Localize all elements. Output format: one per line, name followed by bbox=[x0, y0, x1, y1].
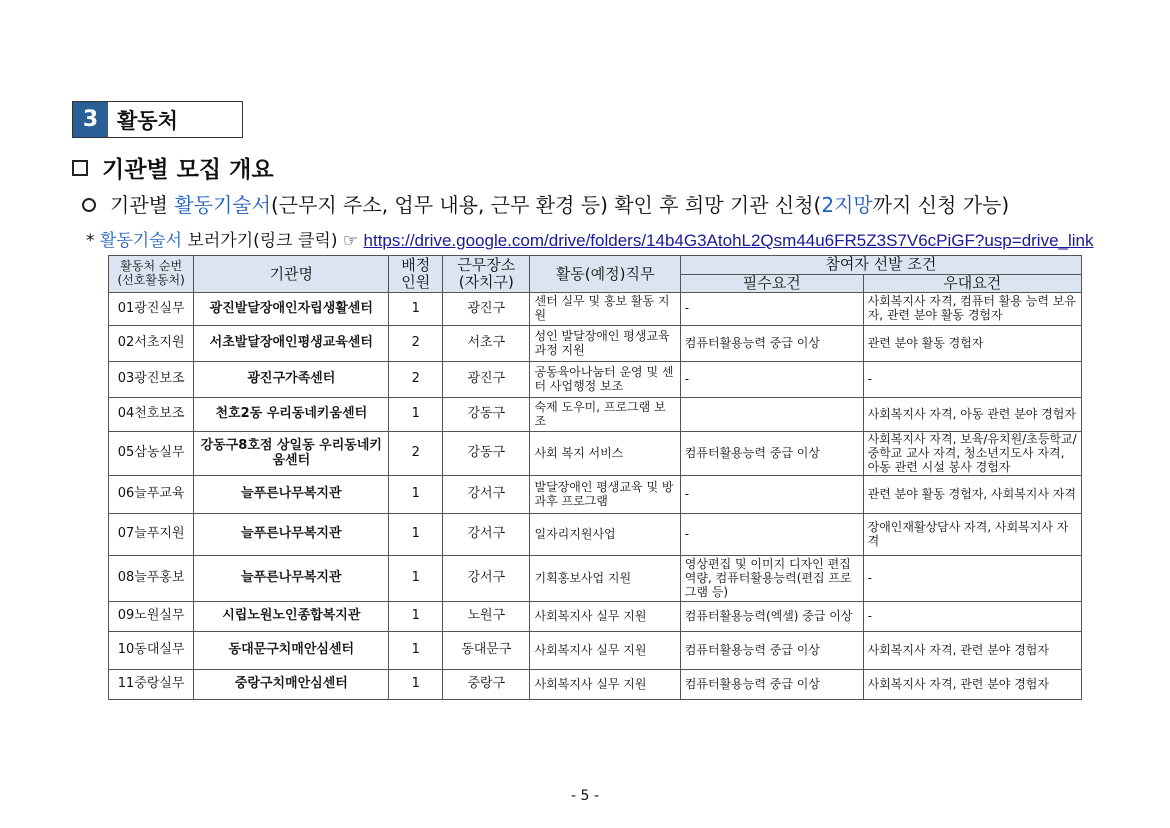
cell-org: 강동구8호점 상일동 우리동네키움센터 bbox=[194, 432, 389, 476]
header-count: 배정 인원 bbox=[389, 256, 443, 293]
header-org: 기관명 bbox=[194, 256, 389, 293]
cell-district: 광진구 bbox=[443, 293, 530, 326]
cell-code: 05삼농실무 bbox=[109, 432, 194, 476]
cell-required: - bbox=[680, 293, 863, 326]
table-row bbox=[109, 514, 1082, 556]
cell-district: 중랑구 bbox=[443, 670, 530, 700]
header-required: 필수요건 bbox=[680, 275, 863, 293]
cell-preferred: 사회복지사 자격, 보육/유치원/초등학교/중학교 교사 자격, 청소년지도사 자격, 아동 관련 시설 봉사 경험자 bbox=[863, 432, 1081, 476]
cell-required: 영상편집 및 이미지 디자인 편집역량, 컴퓨터활용능력(편집 프로그램 등) bbox=[680, 556, 863, 602]
cell-duty: 사회복지사 실무 지원 bbox=[530, 602, 680, 632]
cell-preferred: - bbox=[863, 602, 1081, 632]
cell-org: 늘푸른나무복지관 bbox=[194, 514, 389, 556]
cell-district: 강서구 bbox=[443, 476, 530, 514]
cell-preferred: 관련 분야 활동 경험자, 사회복지사 자격 bbox=[863, 476, 1081, 514]
cell-duty: 발달장애인 평생교육 및 방과후 프로그램 bbox=[530, 476, 680, 514]
cell-duty: 사회 복지 서비스 bbox=[530, 432, 680, 476]
header-duty: 활동(예정)직무 bbox=[530, 256, 680, 293]
bullet-line bbox=[82, 189, 1009, 218]
cell-duty: 사회복지사 실무 지원 bbox=[530, 632, 680, 670]
header-place: 근무장소 (자치구) bbox=[443, 256, 530, 293]
cell-required: 컴퓨터활용능력 중급 이상 bbox=[680, 670, 863, 700]
bullet-part2: (근무지 주소, 업무 내용, 근무 환경 등) 확인 후 희망 기관 신청( bbox=[270, 193, 822, 217]
cell-code: 02서초지원 bbox=[109, 326, 194, 362]
table-row bbox=[109, 632, 1082, 670]
cell-code: 08늘푸홍보 bbox=[109, 556, 194, 602]
cell-required: - bbox=[680, 362, 863, 398]
cell-required: - bbox=[680, 476, 863, 514]
bullet-part3: 까지 신청 가능) bbox=[872, 193, 1010, 217]
cell-count: 1 bbox=[389, 670, 443, 700]
cell-count: 1 bbox=[389, 514, 443, 556]
note-text: 보러가기(링크 클릭) ☞ bbox=[182, 231, 364, 251]
cell-org: 천호2동 우리동네키움센터 bbox=[194, 398, 389, 432]
note-highlight: 활동기술서 bbox=[99, 231, 183, 251]
cell-preferred: 사회복지사 자격, 관련 분야 경험자 bbox=[863, 670, 1081, 700]
cell-district: 강동구 bbox=[443, 398, 530, 432]
cell-required: 컴퓨터활용능력(엑셀) 중급 이상 bbox=[680, 602, 863, 632]
table-row bbox=[109, 432, 1082, 476]
heading bbox=[72, 151, 274, 184]
bullet-part1: 기관별 bbox=[110, 193, 175, 217]
cell-org: 광진구가족센터 bbox=[194, 362, 389, 398]
table-row bbox=[109, 398, 1082, 432]
cell-preferred: 사회복지사 자격, 아동 관련 분야 경험자 bbox=[863, 398, 1081, 432]
star-marker: * bbox=[86, 231, 95, 251]
cell-required: 컴퓨터활용능력 중급 이상 bbox=[680, 326, 863, 362]
cell-code: 06늘푸교육 bbox=[109, 476, 194, 514]
cell-org: 늘푸른나무복지관 bbox=[194, 476, 389, 514]
cell-required: 컴퓨터활용능력 중급 이상 bbox=[680, 432, 863, 476]
cell-org: 광진발달장애인자립생활센터 bbox=[194, 293, 389, 326]
cell-district: 광진구 bbox=[443, 362, 530, 398]
cell-code: 03광진보조 bbox=[109, 362, 194, 398]
cell-duty: 숙제 도우미, 프로그램 보조 bbox=[530, 398, 680, 432]
cell-duty: 센터 실무 및 홍보 활동 지원 bbox=[530, 293, 680, 326]
cell-org: 서초발달장애인평생교육센터 bbox=[194, 326, 389, 362]
cell-count: 1 bbox=[389, 556, 443, 602]
header-preferred: 우대요건 bbox=[863, 275, 1081, 293]
cell-code: 10동대실무 bbox=[109, 632, 194, 670]
cell-required: - bbox=[680, 514, 863, 556]
cell-org: 중랑구치매안심센터 bbox=[194, 670, 389, 700]
cell-code: 07늘푸지원 bbox=[109, 514, 194, 556]
cell-preferred: - bbox=[863, 362, 1081, 398]
cell-org: 시립노원노인종합복지관 bbox=[194, 602, 389, 632]
cell-preferred: - bbox=[863, 556, 1081, 602]
cell-count: 1 bbox=[389, 476, 443, 514]
table-row bbox=[109, 670, 1082, 700]
cell-count: 2 bbox=[389, 326, 443, 362]
cell-count: 1 bbox=[389, 398, 443, 432]
cell-duty: 사회복지사 실무 지원 bbox=[530, 670, 680, 700]
cell-district: 강동구 bbox=[443, 432, 530, 476]
cell-duty: 성인 발달장애인 평생교육 과정 지원 bbox=[530, 326, 680, 362]
drive-link[interactable]: https://drive.google.com/drive/folders/14b4G3AtohL2Qsm44u6FR5Z3S7V6cPiGF?usp=drive_link bbox=[363, 231, 1094, 250]
cell-duty: 공동육아나눔터 운영 및 센터 사업행정 보조 bbox=[530, 362, 680, 398]
header-order: 활동처 순번 (선호활동처) bbox=[109, 256, 194, 293]
cell-district: 강서구 bbox=[443, 556, 530, 602]
section-title: 활동처 bbox=[117, 108, 178, 133]
page-number: - 5 - bbox=[571, 788, 599, 804]
table-row bbox=[109, 602, 1082, 632]
cell-duty: 기획홍보사업 지원 bbox=[530, 556, 680, 602]
table-row bbox=[109, 476, 1082, 514]
cell-code: 01광진실무 bbox=[109, 293, 194, 326]
recruitment-table bbox=[108, 255, 1082, 700]
cell-preferred: 관련 분야 활동 경험자 bbox=[863, 326, 1081, 362]
cell-count: 2 bbox=[389, 362, 443, 398]
section-header bbox=[72, 101, 243, 138]
header-criteria: 참여자 선발 조건 bbox=[680, 256, 1081, 275]
cell-count: 1 bbox=[389, 293, 443, 326]
note-line bbox=[86, 226, 1094, 251]
cell-district: 동대문구 bbox=[443, 632, 530, 670]
table-row bbox=[109, 293, 1082, 326]
heading-text: 기관별 모집 개요 bbox=[102, 157, 274, 183]
section-number: 3 bbox=[73, 102, 108, 137]
cell-duty: 일자리지원사업 bbox=[530, 514, 680, 556]
cell-preferred: 장애인재활상담사 자격, 사회복지사 자격 bbox=[863, 514, 1081, 556]
cell-org: 늘푸른나무복지관 bbox=[194, 556, 389, 602]
cell-required: 컴퓨터활용능력 중급 이상 bbox=[680, 632, 863, 670]
cell-preferred: 사회복지사 자격, 컴퓨터 활용 능력 보유자, 관련 분야 활동 경험자 bbox=[863, 293, 1081, 326]
cell-count: 1 bbox=[389, 632, 443, 670]
cell-district: 노원구 bbox=[443, 602, 530, 632]
cell-count: 2 bbox=[389, 432, 443, 476]
bullet-highlight2: 2지망 bbox=[821, 193, 873, 217]
cell-code: 09노원실무 bbox=[109, 602, 194, 632]
square-bullet-icon bbox=[72, 160, 88, 176]
table-row bbox=[109, 326, 1082, 362]
table-row bbox=[109, 556, 1082, 602]
cell-count: 1 bbox=[389, 602, 443, 632]
circle-bullet-icon bbox=[82, 198, 96, 212]
table-row bbox=[109, 362, 1082, 398]
cell-required bbox=[680, 398, 863, 432]
cell-code: 11중랑실무 bbox=[109, 670, 194, 700]
cell-district: 강서구 bbox=[443, 514, 530, 556]
cell-org: 동대문구치매안심센터 bbox=[194, 632, 389, 670]
cell-district: 서초구 bbox=[443, 326, 530, 362]
bullet-highlight1: 활동기술서 bbox=[174, 193, 271, 217]
cell-preferred: 사회복지사 자격, 관련 분야 경험자 bbox=[863, 632, 1081, 670]
cell-code: 04천호보조 bbox=[109, 398, 194, 432]
